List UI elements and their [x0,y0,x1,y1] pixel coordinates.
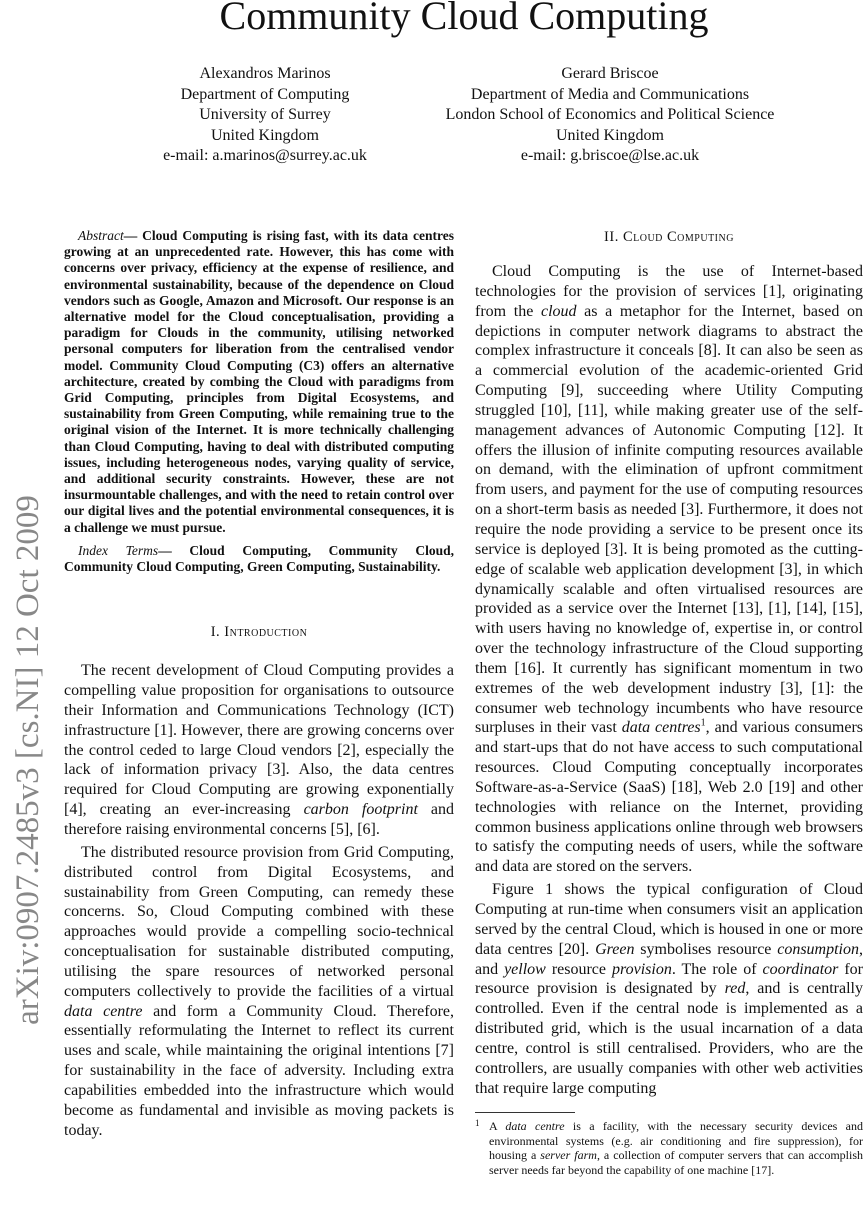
text-run: for resource provision is designated by [475,960,864,998]
emphasis: data centre [505,1119,565,1134]
emphasis: provision [611,960,672,978]
author-block-2 [425,64,795,167]
text-run: and therefore raising environmental concerns [5], [6]. [64,801,455,839]
text-run: , and various consumers and start-ups that do not have access to such computational resources. Cloud Computing conceptually incorporates Software-as-a-Service (SaaS) [18], Web 2.0 [19] and other technologies with reliance on the Internet, providing common business applications online through web browsers to satisfy the computing needs of users, while the software and data are stored on the servers. [475,719,864,876]
author-email: e-mail: a.marinos@surrey.ac.uk [163,147,367,164]
author-email: e-mail: g.briscoe@lse.ac.uk [520,147,700,164]
intro-paragraph-2 [64,843,454,1141]
cloud-paragraph-2 [475,880,863,1098]
paper-title: Community Cloud Computing [219,0,709,38]
author-country: United Kingdom [556,126,664,144]
text-run: . The role of [671,960,763,978]
section-heading-cloud-computing: II. Cloud Computing [604,229,734,245]
text-run: symbolises resource [634,940,778,958]
author-institution: London School of Economics and Political Science [445,106,775,123]
emphasis: server farm [540,1148,597,1163]
emphasis: data centres [621,719,701,737]
abstract-lead: Abstract [78,228,124,243]
footnote-mark: 1 [475,1118,480,1129]
author-department: Department of Media and Communications [470,85,750,103]
index-terms-text: — Cloud Computing, Community Cloud, Community Cloud Computing, Green Computing, Sustainability. [64,542,454,575]
text-run: is a facility, with the necessary security devices and environmental systems (e.g. air conditioning and fire suppression), for housing a [489,1119,863,1163]
index-terms-lead: Index Terms [78,542,159,558]
text-run: The recent development of Cloud Computing provides a compelling value proposition for organisations to outsource their Information and Communications Technology (ICT) infrastructure [1]. However, there are growing concerns over the control ceded to large Cloud vendors [2], especially the lack of information privacy [3]. Also, the data centres required for Cloud Computing are growing exponentially [4], creating an ever-increasing [64,662,454,819]
footnote-1 [475,1119,863,1177]
text-run: Cloud Computing is the use of Internet-based technologies for the provision of services [1], originating from the [475,263,863,320]
footnote-rule [475,1112,575,1113]
emphasis: coordinator [762,960,839,978]
footnote-ref[interactable]: 1 [700,718,706,730]
emphasis: cloud [540,302,577,320]
emphasis: data centre [64,1002,143,1020]
abstract [64,228,454,536]
text-run: as a metaphor for the Internet, based on depictions in computer network diagrams to abstract the complex infrastructure it conceals [8]. It can also be seen as a commercial evolution of the academic-oriented Grid Computing [9], succeeding where Utility Computing struggled [10], [11], while making greater use of the self-management advances of Autonomic Computing [12]. It offers the illusion of infinite computing resources available on demand, with the elimination of upfront commitment from users, and payment for the use of computing resources on a short-term basis as needed [3]. Furthermore, it does not require the node providing a service to be present once its service is deployed [3]. It is being promoted as the cutting-edge of scalable web application development [3], in which dynamically scalable and often virtualised resources are provided as a service over the Internet [13], [1], [14], [15], with users having no knowledge of, expertise in, or control over the technology infrastructure of the Cloud supporting them [16]. It currently has significant momentum in two extremes of the web development industry [3], [1]: the consumer web technology incumbents who have resource surpluses in their vast [475,302,863,737]
author-department: Department of Computing [180,85,350,103]
text-run: The distributed resource provision from Grid Computing, distributed control from Digital Ecosystems, and sustainability from Green Computing, can remedy these concerns. So, Cloud Computing combined with these approaches would provide a compelling socio-technical conceptualisation for sustainable distributed computing, utilising the spare resources of networked personal computers collectively to provide the facilities of a virtual [64,843,454,1000]
emphasis: carbon footprint [303,801,418,819]
text-run: , and [475,940,863,978]
text-run: Figure 1 shows the typical configuration of Cloud Computing at run-time when consumers visit an application served by the central Cloud, which is housed in one or more data centres [20]. [475,881,863,958]
author-block-1 [150,64,380,167]
left-column [64,228,454,1141]
section-heading-introduction: I. Introduction [210,624,308,641]
emphasis: consumption [777,940,859,958]
intro-paragraph-1 [64,661,454,840]
cloud-paragraph-1 [475,262,863,877]
author-institution: University of Surrey [199,106,331,123]
emphasis: Green [595,940,635,958]
arxiv-watermark: arXiv:0907.2485v3 [cs.NI] 12 Oct 2009 [10,495,46,1025]
emphasis: red [724,980,746,998]
text-run: , and is centrally controlled. Even if the central node is implemented as a distributed grid, which is the usual incarnation of a data centre, control is still centralised. Providers, who are the controllers, are usually companies with other web activities that require large computing [475,980,863,1097]
author-country: United Kingdom [211,126,319,144]
author-name: Alexandros Marinos [199,65,331,82]
author-name: Gerard Briscoe [561,65,659,82]
index-terms [64,543,454,575]
text-run: and form a Community Cloud. Therefore, essentially reformulating the Internet to reflect its current uses and scale, while maintaining the original intentions [7] for sustainability in the face of adversity. Including extra capabilities embedded into the infrastructure which would become as fundamental and invisible as moving packets is today. [64,1002,455,1139]
text-run: resource [545,960,612,978]
abstract-text: — Cloud Computing is rising fast, with its data centres growing at an unprecedented rate. However, this has come with concerns over privacy, efficiency at the expense of resilience, and environmental sustainability, because of the dependence on Cloud vendors such as Google, Amazon and Microsoft. Our response is an alternative model for the Cloud conceptualisation, providing a paradigm for Clouds in the community, utilising networked personal computers for liberation from the centralised vendor model. Community Cloud Computing (C3) offers an alternative architecture, created by combing the Cloud with paradigms from Grid Computing, principles from Digital Ecosystems, and sustainability from Green Computing, while remaining true to the original vision of the Internet. It is more technically challenging than Cloud Computing, having to deal with distributed computing issues, including heterogeneous nodes, varying quality of service, and additional security constraints. However, these are not insurmountable challenges, and with the need to retain control over our digital lives and the potential environmental consequences, it is a challenge we must pursue. [64,228,454,535]
emphasis: yellow [504,960,546,978]
text-run: A [489,1119,506,1134]
text-run: , a collection of computer servers that can accomplish server needs far beyond the capability of one machine [17]. [489,1148,863,1177]
right-column [475,228,863,1177]
